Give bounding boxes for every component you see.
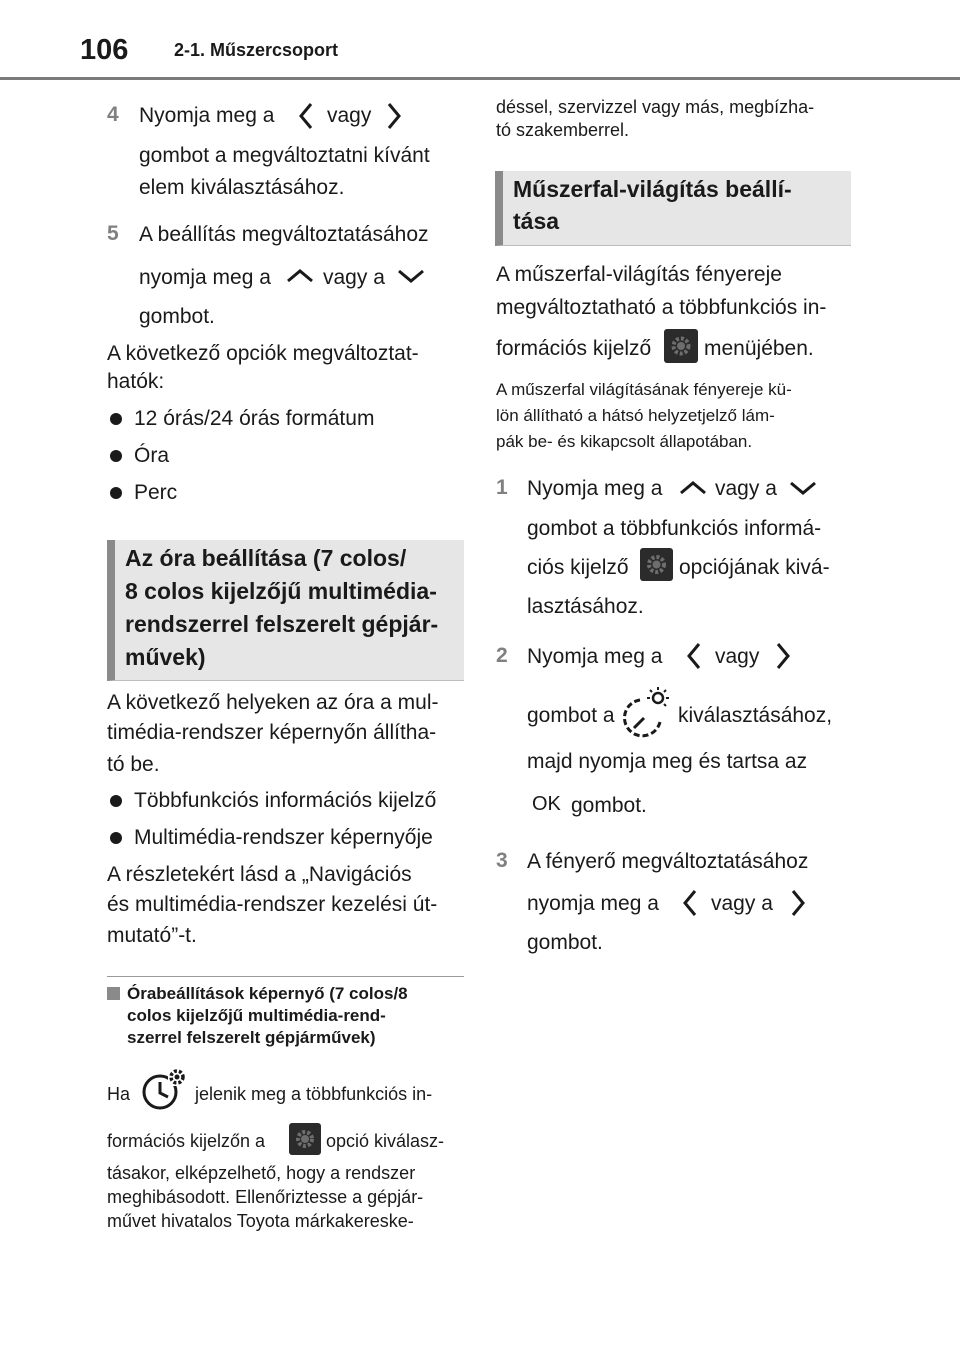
- step-text: gombot a többfunkciós informá-: [527, 517, 822, 540]
- paragraph-line: tásakor, elképzelhető, hogy a rendszer: [107, 1163, 416, 1183]
- chevron-right-icon: [773, 641, 793, 671]
- heading-line: rendszerrel felszerelt gépjár-: [125, 611, 439, 637]
- list-item: Multimédia-rendszer képernyője: [134, 826, 433, 849]
- paragraph-line: tó be.: [107, 753, 160, 776]
- clock-settings-icon: [138, 1066, 190, 1114]
- section-heading: [495, 171, 851, 246]
- settings-tile: [664, 329, 698, 363]
- step-text: vagy a: [715, 477, 777, 500]
- paragraph-line: jelenik meg a többfunkciós in-: [195, 1084, 433, 1104]
- heading-line: Műszerfal-világítás beállí-: [513, 176, 792, 202]
- paragraph-line: timédia-rendszer képernyőn állítha-: [107, 721, 437, 744]
- chevron-down-icon: [396, 266, 426, 286]
- bullet: [110, 450, 122, 462]
- step-text: vagy: [327, 104, 372, 127]
- section-heading: [107, 540, 464, 681]
- step-text: vagy: [715, 645, 760, 668]
- paragraph-line: opció kiválasz-: [326, 1131, 445, 1151]
- ok-button-glyph: OK: [532, 793, 561, 815]
- step-number: 1: [496, 476, 508, 499]
- paragraph-line: A részletekért lásd a „Navigációs: [107, 863, 412, 886]
- bullet: [110, 795, 122, 807]
- step-number: 2: [496, 644, 508, 667]
- heading-line: tása: [513, 208, 560, 234]
- paragraph-line: formációs kijelzőn a: [107, 1131, 266, 1151]
- chevron-up-icon: [285, 266, 315, 286]
- heading-line: művek): [125, 644, 206, 670]
- heading-line: Az óra beállítása (7 colos/: [125, 545, 407, 571]
- step-text: vagy a: [323, 266, 385, 289]
- step-text: elem kiválasztásához.: [139, 176, 345, 199]
- paragraph-line: menüjében.: [704, 337, 814, 360]
- chevron-right-icon: [788, 888, 808, 918]
- step-text: kiválasztásához,: [678, 704, 833, 727]
- paragraph-line: meghibásodott. Ellenőriztesse a gépjár-: [107, 1187, 424, 1207]
- chevron-left-icon: [684, 641, 704, 671]
- step-text: gombot.: [571, 794, 647, 817]
- note-line: pák be- és kikapcsolt állapotában.: [496, 432, 753, 451]
- bullet: [110, 832, 122, 844]
- section-title: 2-1. Műszercsoport: [174, 40, 339, 60]
- paragraph-line: A következő opciók megváltoztat-: [107, 342, 419, 365]
- step-text: nyomja meg a: [527, 892, 659, 915]
- note-line: lön állítható a hátsó helyzetjelző lám-: [496, 406, 775, 425]
- gear-icon: [640, 548, 673, 581]
- paragraph-line: megváltoztatható a többfunkciós in-: [496, 296, 827, 319]
- step-text: gombot a: [527, 704, 615, 727]
- bullet: [110, 413, 122, 425]
- step-text: nyomja meg a: [139, 266, 271, 289]
- step-number: 4: [107, 103, 119, 126]
- subheading-line: szerrel felszerelt gépjárművek): [127, 1028, 376, 1047]
- step-text: majd nyomja meg és tartsa az: [527, 750, 808, 773]
- chevron-right-icon: [384, 101, 404, 131]
- step-text: ciós kijelző: [527, 556, 629, 579]
- paragraph-line: tó szakemberrel.: [496, 120, 630, 140]
- paragraph-line: A műszerfal-világítás fényereje: [496, 263, 782, 286]
- page-number: 106: [80, 34, 129, 66]
- step-text: Nyomja meg a: [527, 645, 663, 668]
- chevron-left-icon: [680, 888, 700, 918]
- paragraph-line: művet hivatalos Toyota márkakereske-: [107, 1211, 414, 1231]
- step-text: opciójának kivá-: [679, 556, 830, 579]
- paragraph-line: A következő helyeken az óra a mul-: [107, 691, 439, 714]
- heading-line: 8 colos kijelzőjű multimédia-: [125, 578, 437, 604]
- note-line: A műszerfal világításának fényereje kü-: [496, 380, 792, 399]
- step-text: gombot.: [139, 305, 215, 328]
- paragraph-line: és multimédia-rendszer kezelési út-: [107, 893, 438, 916]
- settings-tile: [640, 548, 673, 581]
- chevron-up-icon: [678, 478, 708, 498]
- gear-icon: [664, 329, 698, 363]
- subheading-rule: [107, 976, 464, 977]
- step-text: A fényerő megváltoztatásához: [527, 850, 809, 873]
- brightness-dial-icon: [620, 686, 674, 738]
- chevron-left-icon: [296, 101, 316, 131]
- step-text: Nyomja meg a: [139, 104, 275, 127]
- paragraph-line: mutató”-t.: [107, 924, 197, 947]
- paragraph-line: hatók:: [107, 370, 165, 393]
- settings-tile: [289, 1123, 321, 1155]
- list-item: Perc: [134, 481, 178, 504]
- step-text: vagy a: [711, 892, 773, 915]
- step-number: 3: [496, 849, 508, 872]
- subheading-marker: [107, 987, 120, 1000]
- step-text: Nyomja meg a: [527, 477, 663, 500]
- step-text: gombot a megváltoztatni kívánt: [139, 144, 430, 167]
- list-item: Óra: [134, 444, 170, 467]
- bullet: [110, 487, 122, 499]
- subheading-line: colos kijelzőjű multimédia-rend-: [127, 1006, 386, 1025]
- subheading-line: Órabeállítások képernyő (7 colos/8: [127, 984, 408, 1003]
- paragraph-line: Ha: [107, 1084, 131, 1104]
- list-item: 12 órás/24 órás formátum: [134, 407, 375, 430]
- step-text: A beállítás megváltoztatásához: [139, 223, 429, 246]
- step-text: gombot.: [527, 931, 603, 954]
- chevron-down-icon: [788, 478, 818, 498]
- paragraph-line: formációs kijelző: [496, 337, 652, 360]
- list-item: Többfunkciós információs kijelző: [134, 789, 437, 812]
- gear-icon: [289, 1123, 321, 1155]
- step-number: 5: [107, 222, 119, 245]
- step-text: lasztásához.: [527, 595, 644, 618]
- header-divider: [0, 77, 960, 80]
- paragraph-line: déssel, szervizzel vagy más, megbízha-: [496, 97, 815, 117]
